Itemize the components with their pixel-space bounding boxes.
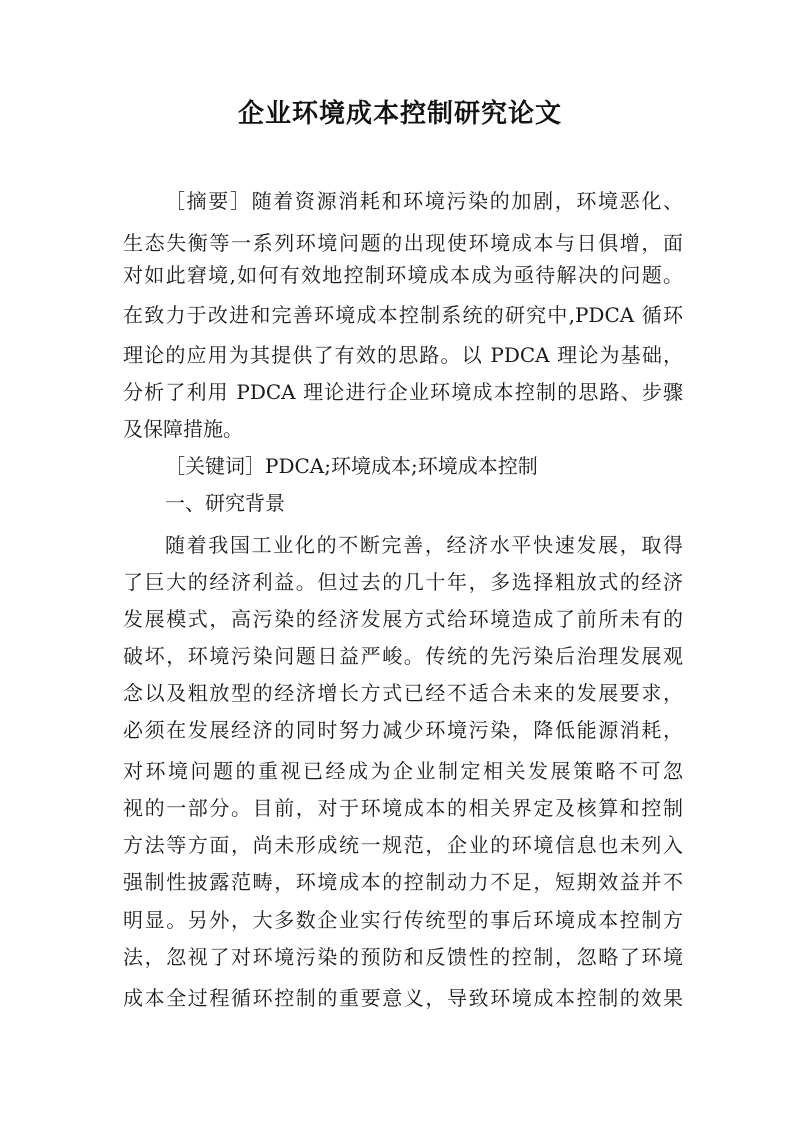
body-line-4: 破坏，环境污染问题日益严峻。传统的先污染后治理发展观 <box>123 644 683 668</box>
document-title: 企业环境成本控制研究论文 <box>237 99 562 129</box>
abstract-line-5: 理论的应用为其提供了有效的思路。以 PDCA 理论为基础， <box>123 343 683 367</box>
abstract-line-1: ［摘要］随着资源消耗和环境污染的加剧，环境恶化、 <box>165 189 683 213</box>
body-line-1: 随着我国工业化的不断完善，经济水平快速发展，取得 <box>165 533 683 557</box>
body-line-9: 方法等方面，尚未形成统一规范，企业的环境信息也未列入 <box>123 833 683 857</box>
body-line-3: 发展模式，高污染的经济发展方式给环境造成了前所未有的 <box>123 607 683 631</box>
body-line-5: 念以及粗放型的经济增长方式已经不适合未来的发展要求， <box>123 681 683 705</box>
body-line-2: 了巨大的经济利益。但过去的几十年，多选择粗放式的经济 <box>123 570 683 594</box>
body-line-6: 必须在发展经济的同时努力减少环境污染，降低能源消耗， <box>123 718 683 742</box>
body-line-7: 对环境问题的重视已经成为企业制定相关发展策略不可忽 <box>123 759 683 783</box>
body-line-13: 成本全过程循环控制的重要意义，导致环境成本控制的效果 <box>123 986 683 1010</box>
abstract-line-2: 生态失衡等一系列环境问题的出现使环境成本与日俱增，面 <box>123 231 683 255</box>
keywords-line: ［关键词］PDCA;环境成本;环境成本控制 <box>165 454 538 478</box>
body-line-10: 强制性披露范畴，环境成本的控制动力不足，短期效益并不 <box>123 870 683 894</box>
body-line-12: 法，忽视了对环境污染的预防和反馈性的控制，忽略了环境 <box>123 945 683 969</box>
abstract-line-7: 及保障措施。 <box>123 417 243 441</box>
abstract-line-6: 分析了利用 PDCA 理论进行企业环境成本控制的思路、步骤 <box>123 380 683 404</box>
abstract-line-4: 在致力于改进和完善环境成本控制系统的研究中,PDCA 循环 <box>123 303 683 327</box>
body-line-8: 视的一部分。目前，对于环境成本的相关界定及核算和控制 <box>123 796 683 820</box>
abstract-line-3: 对如此窘境,如何有效地控制环境成本成为亟待解决的问题。 <box>123 263 683 287</box>
section-heading: 一、研究背景 <box>165 491 285 515</box>
body-line-11: 明显。另外，大多数企业实行传统型的事后环境成本控制方 <box>123 908 683 932</box>
